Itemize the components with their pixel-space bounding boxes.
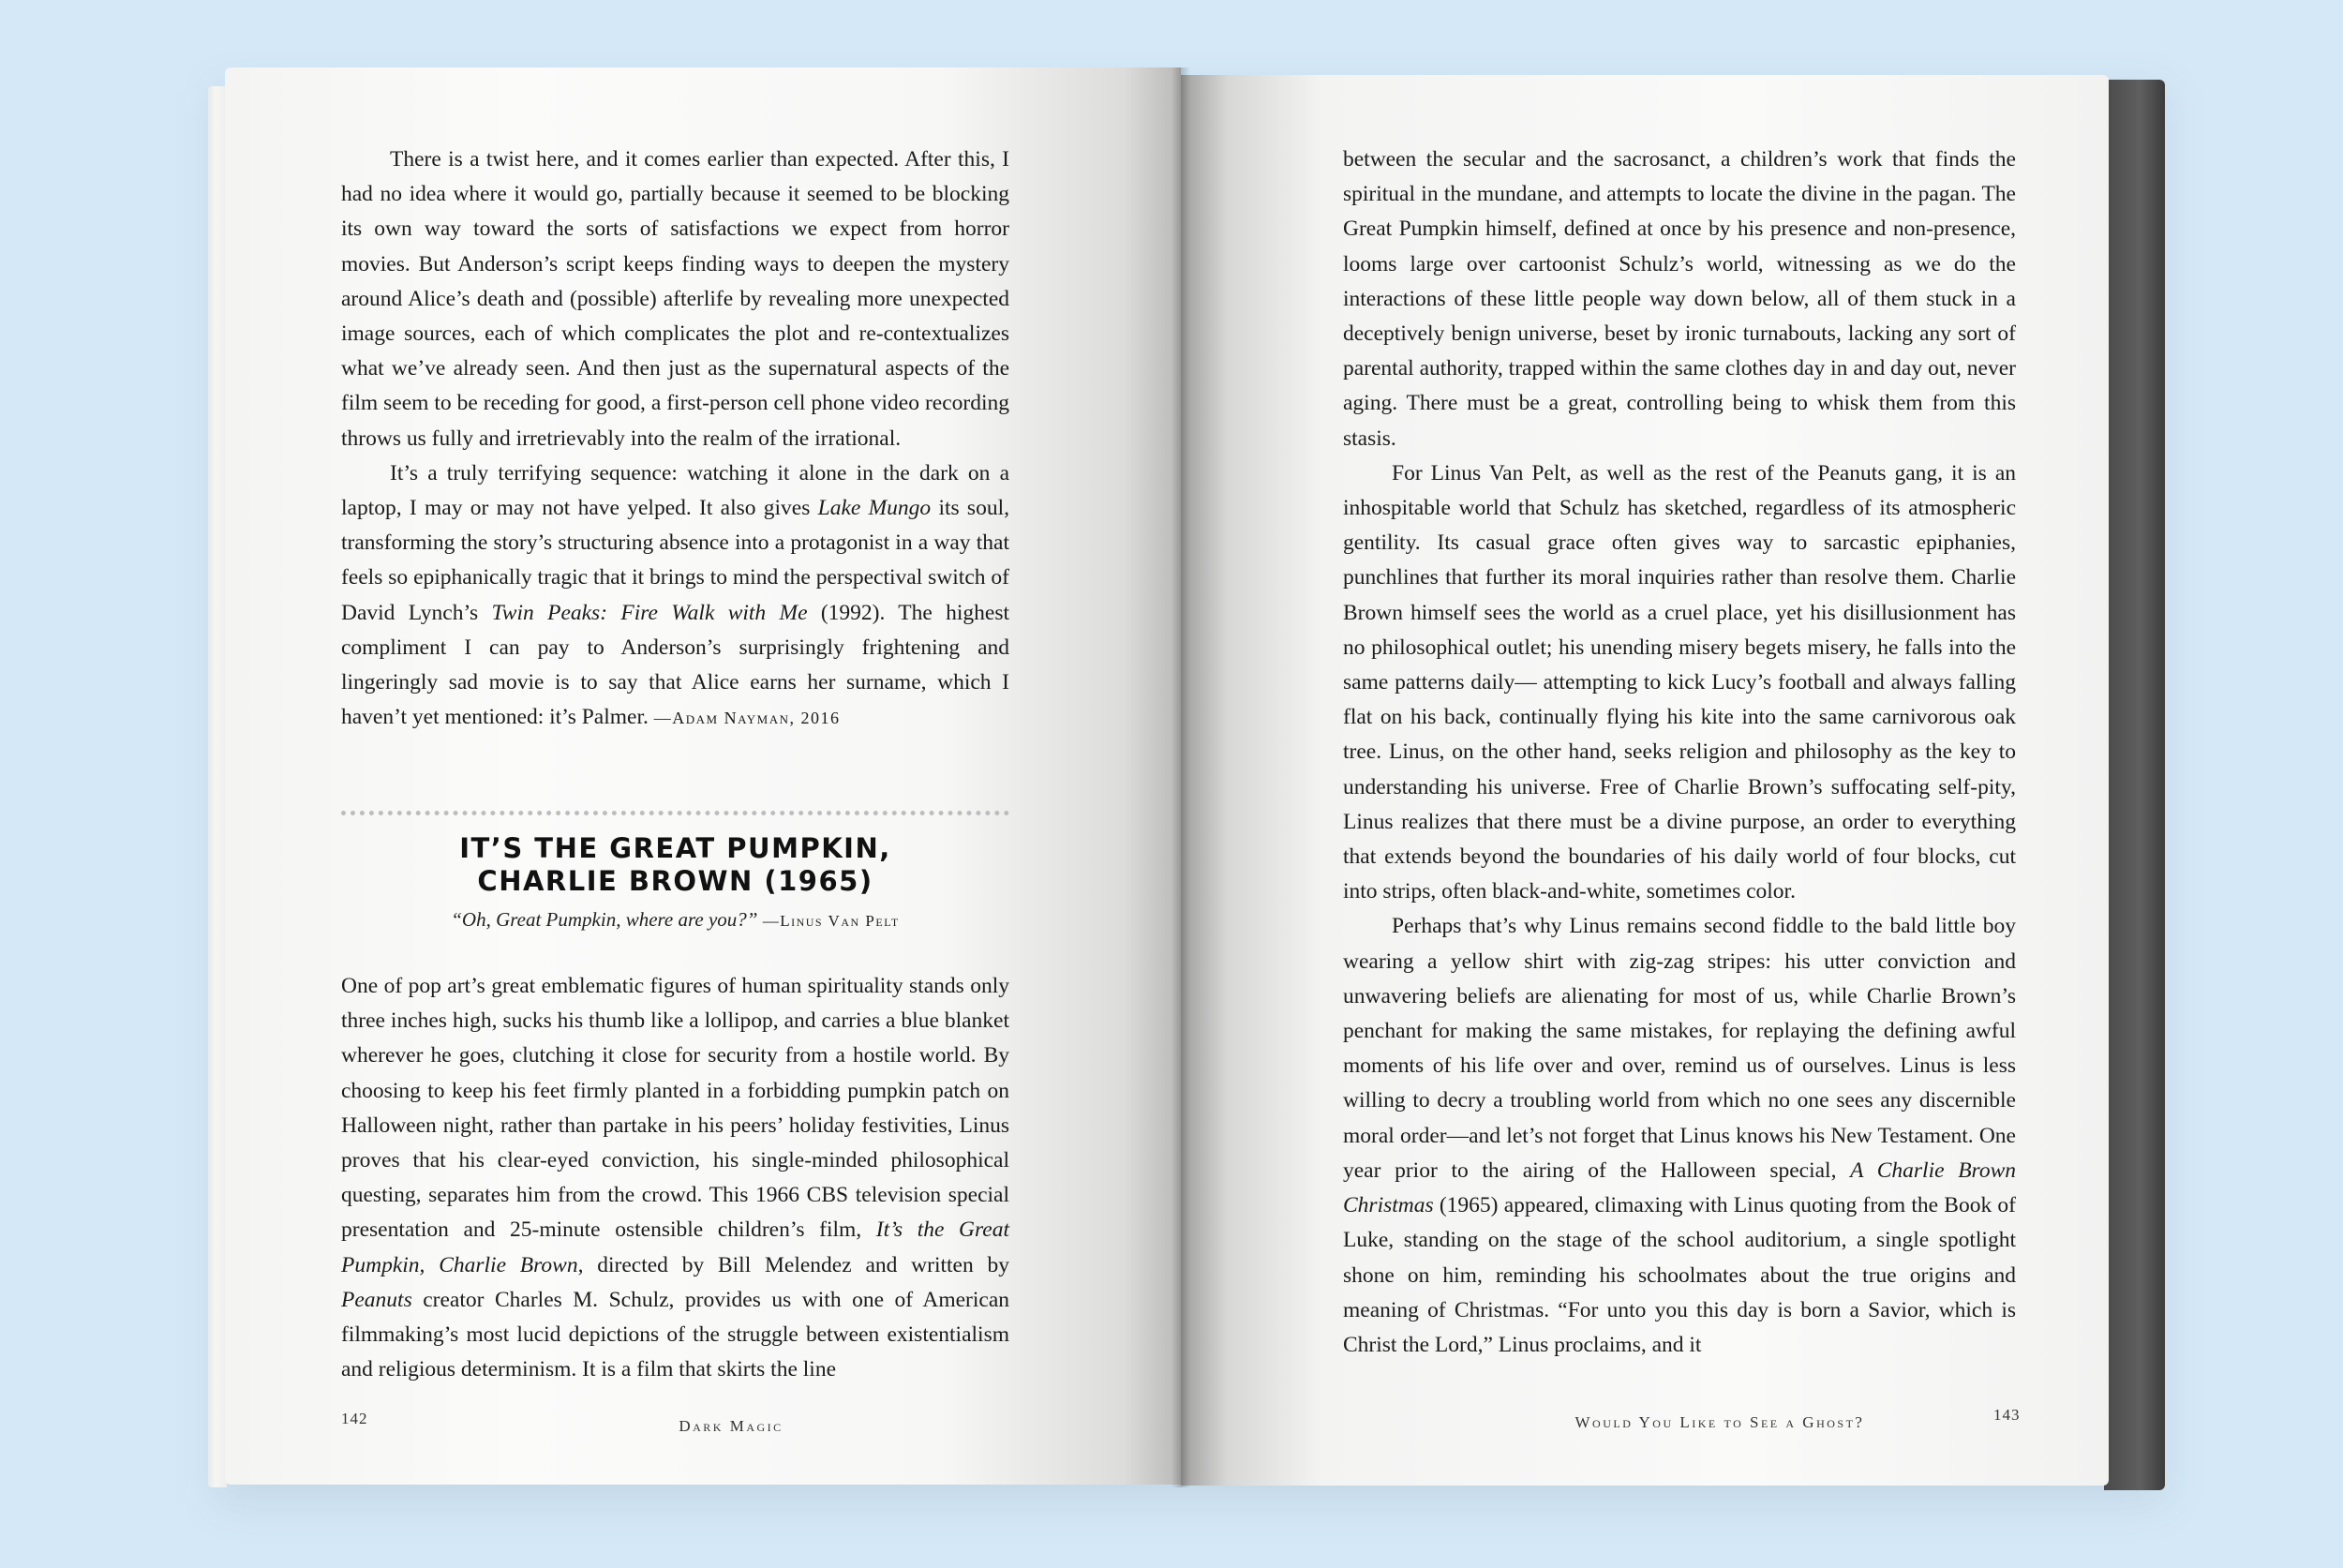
page-number: 142	[341, 1410, 368, 1427]
page-number: 143	[1993, 1406, 2021, 1424]
heading-line: IT’S THE GREAT PUMPKIN,	[459, 832, 891, 864]
film-title: Lake Mungo	[817, 496, 932, 521]
author-signature: —Adam Nayman, 2016	[653, 709, 841, 728]
epigraph-attribution: —Linus Van Pelt	[762, 912, 900, 930]
left-page	[225, 67, 1181, 1485]
running-head: Dark Magic	[679, 1417, 783, 1435]
right-page	[1181, 75, 2109, 1486]
left-page-body-bottom	[341, 969, 1009, 1387]
text-run: (1992). The highest compliment I can pay to Anderson’s surprisingly frightening and lingeringly sad movie is to say that Alice earns her surname, which I haven’t yet mentioned: it’s Palmer.	[341, 600, 1009, 730]
left-page-body-top	[341, 142, 1009, 736]
film-title: A Charlie Brown Christmas	[1343, 1157, 2016, 1218]
right-page-body	[1343, 142, 2016, 1363]
film-title: It’s the Great Pumpkin, Charlie Brown	[341, 1217, 1009, 1277]
running-head: Would You Like to See a Ghost?	[1574, 1413, 1865, 1431]
text-run: its soul, transforming the story’s structuring absence into a protagonist in a way that feels so epiphanically tragic that it brings to mind the perspectival switch of David Lynch’s	[341, 496, 1009, 625]
comic-title: Peanuts	[341, 1287, 412, 1312]
section-heading	[341, 832, 1009, 898]
book-gutter	[1172, 67, 1190, 1487]
epigraph	[341, 905, 1009, 935]
film-title: Twin Peaks: Fire Walk with Me	[491, 600, 808, 625]
paragraph: There is a twist here, and it comes earlier than expected. After this, I had no idea where it would go, partially because it seemed to be blocking its own way toward the sorts of satisfactions we expect from horror movies. But Anderson’s script keeps finding ways to deepen the mystery around Alice’s death and (possible) afterlife by revealing more unexpected image sources, each of which complicates the plot and re-contextualizes what we’ve already seen. And then just as the supernatural aspects of the film seem to be receding for good, a first-person cell phone video recording throws us fully and irretrievably into the realm of the irrational.	[341, 147, 1009, 451]
text-run: It’s a truly terrifying sequence: watching it alone in the dark on a laptop, I may or may not have yelped. It also gives	[341, 460, 1009, 521]
paragraph: between the secular and the sacrosanct, a children’s work that finds the spiritual in the mundane, and attempts to locate the divine in the pagan. The Great Pumpkin himself, defined at once by his presence and non-presence, looms large over cartoonist Schulz’s world, witnessing as we do the interactions of these little people way down below, all of them stuck in a deceptively benign universe, beset by ironic turnabouts, lacking any sort of parental authority, trapped within the same clothes day in and day out, never aging. There must be a great, controlling being to whisk them from this stasis.	[1343, 147, 2016, 451]
paragraph	[1343, 909, 2016, 1363]
page-edges-left	[208, 86, 227, 1487]
page-edges-right	[2104, 80, 2165, 1490]
paragraph	[341, 456, 1009, 737]
section-divider	[341, 811, 1009, 815]
paragraph	[341, 969, 1009, 1387]
text-run: (1965) appeared, climaxing with Linus quoting from the Book of Luke, standing on the stage of the school auditorium, a single spotlight shone on him, reminding his schoolmates about the true origins and meaning of Christmas. “For unto you this day is born a Savior, which is Christ the Lord,” Linus proclaims, and it	[1343, 1193, 2016, 1357]
paragraph: For Linus Van Pelt, as well as the rest of the Peanuts gang, it is an inhospitable world that Schulz has sketched, regardless of its atmospheric gentility. Its casual grace often gives way to sarcastic epiphanies, punchlines that further its moral inquiries rather than resolve them. Charlie Brown himself sees the world as a cruel place, yet his disillusionment has no philosophical outlet; his unending misery begets misery, he falls into the same patterns daily— attempting to kick Lucy’s football and always falling flat on his back, continually flying his kite into the same carnivorous oak tree. Linus, on the other hand, seeks religion and philosophy as the key to understanding his universe. Free of Charlie Brown’s suffocating self-pity, Linus realizes that there must be a divine purpose, an order to everything that extends beyond the boundaries of his daily world of four blocks, cut into strips, often black-and-white, sometimes color.	[1343, 460, 2016, 904]
heading-line: CHARLIE BROWN (1965)	[477, 865, 873, 897]
text-run: Perhaps that’s why Linus remains second fiddle to the bald little boy wearing a yellow shirt with zig-zag stripes: his utter conviction and unwavering beliefs are alienating for most of us, while Charlie Brown’s penchant for making the same mistakes, for replaying the defining awful moments of his life over and over, remind us of ourselves. Linus is less willing to decry a troubling world from which no one sees any discernible moral order—and let’s not forget that Linus knows his New Testament. One year prior to the airing of the Halloween special,	[1343, 914, 2016, 1183]
epigraph-quote: “Oh, Great Pumpkin, where are you?”	[451, 908, 758, 931]
text-run: One of pop art’s great emblematic figures of human spirituality stands only three inches high, sucks his thumb like a lollipop, and carries a blue blanket wherever he goes, clutching it close for security from a hostile world. By choosing to keep his feet firmly planted in a forbidding pumpkin patch on Halloween night, rather than partake in his peers’ holiday festivities, Linus proves that his clear-eyed conviction, his single-minded philosophical questing, separates him from the crowd. This 1966 CBS television special presentation and 25-minute ostensible children’s film,	[341, 974, 1009, 1243]
text-run: , directed by Bill Melendez and written by	[577, 1252, 1010, 1277]
text-run: creator Charles M. Schulz, provides us with one of American filmmaking’s most lucid depictions of the struggle between existentialism and religious determinism. It is a film that skirts the line	[341, 1287, 1009, 1382]
